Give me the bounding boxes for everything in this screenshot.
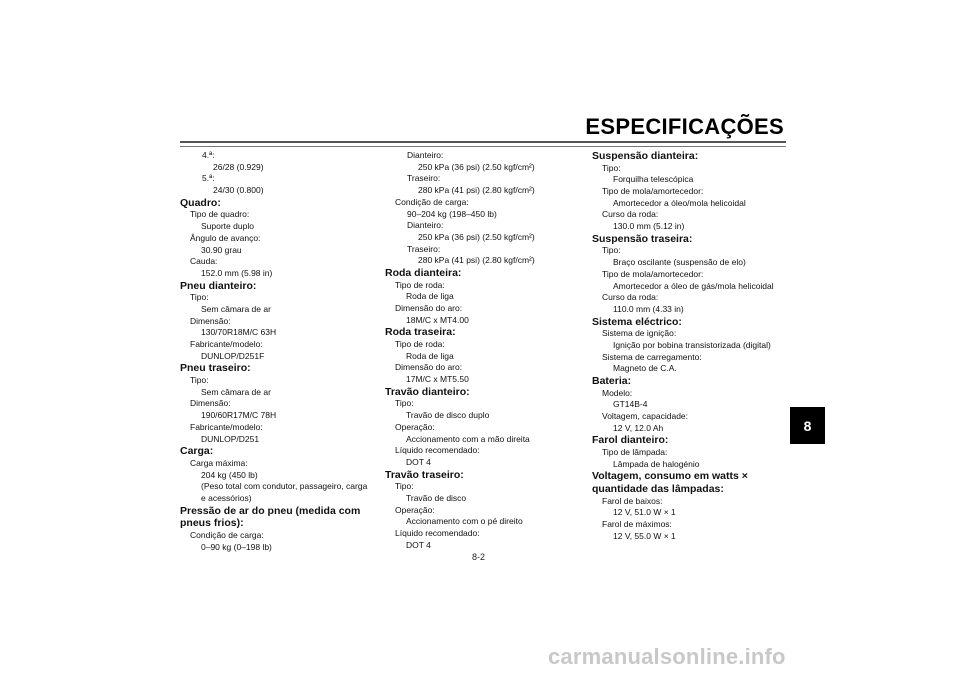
spec-label: Líquido recomendado:: [395, 528, 480, 539]
spec-label: Tipo de lâmpada:: [602, 447, 668, 458]
spec-value: 110.0 mm (4.33 in): [613, 303, 684, 314]
spec-label: Condição de carga:: [395, 196, 469, 207]
spec-label: Tipo:: [602, 162, 621, 173]
spec-label: Modelo:: [602, 387, 633, 398]
section-heading: Travão dianteiro:: [385, 385, 470, 398]
spec-label: Tipo:: [602, 245, 621, 256]
spec-label: Traseiro:: [407, 173, 441, 184]
section-heading: Quadro:: [180, 196, 221, 209]
spec-value: Amortecedor a óleo/mola helicoidal: [613, 197, 746, 208]
spec-label: Fabricante/modelo:: [190, 339, 263, 350]
spec-label: Dimensão:: [190, 315, 231, 326]
spec-value: 30.90 grau: [201, 244, 242, 255]
spec-value: Roda de liga: [406, 291, 454, 302]
spec-value: 280 kPa (41 psi) (2.80 kgf/cm²): [418, 255, 535, 266]
spec-label: Fabricante/modelo:: [190, 421, 263, 432]
spec-label: Cauda:: [190, 256, 218, 267]
spec-label: Traseiro:: [407, 243, 441, 254]
spec-value: Ignição por bobina transistorizada (digital): [613, 339, 771, 350]
spec-label: Operação:: [395, 421, 435, 432]
spec-value: Roda de liga: [406, 350, 454, 361]
section-heading: Suspensão traseira:: [592, 232, 693, 245]
spec-label: Tipo de roda:: [395, 279, 445, 290]
spec-label: Tipo:: [395, 398, 414, 409]
spec-value: Accionamento com o pé direito: [406, 516, 523, 527]
spec-value: Forquilha telescópica: [613, 174, 694, 185]
spec-value: 26/28 (0.929): [213, 161, 264, 172]
spec-value: 250 kPa (36 psi) (2.50 kgf/cm²): [418, 231, 535, 242]
spec-label: Tipo:: [190, 292, 209, 303]
spec-value: GT14B-4: [613, 399, 648, 410]
spec-column-3: [592, 150, 792, 542]
spec-value: 24/30 (0.800): [213, 185, 264, 196]
spec-column-2: [385, 150, 580, 551]
spec-value: Amortecedor a óleo de gás/mola helicoidal: [613, 280, 774, 291]
header-rule-thin: [180, 146, 786, 147]
spec-label: Líquido recomendado:: [395, 445, 480, 456]
section-heading: Sistema eléctrico:: [592, 315, 682, 328]
spec-value: Sem câmara de ar: [201, 386, 271, 397]
spec-value: 280 kPa (41 psi) (2.80 kgf/cm²): [418, 185, 535, 196]
spec-label: Sistema de carregamento:: [602, 351, 702, 362]
section-heading: Roda dianteira:: [385, 267, 462, 280]
page-title: ESPECIFICAÇÕES: [585, 114, 784, 139]
section-heading: Travão traseiro:: [385, 468, 464, 481]
spec-value: 190/60R17M/C 78H: [201, 410, 277, 421]
section-heading: Farol dianteiro:: [592, 434, 669, 447]
spec-value: 152.0 mm (5.98 in): [201, 267, 273, 278]
spec-value: 12 V, 51.0 W × 1: [613, 507, 676, 518]
header-rule: [180, 141, 786, 143]
spec-value: 18M/C x MT4.00: [406, 314, 469, 325]
page-number: 8-2: [472, 552, 486, 562]
section-heading: Pneu traseiro:: [180, 362, 251, 375]
spec-column-1: [180, 150, 370, 553]
spec-value: 17M/C x MT5.50: [406, 374, 469, 385]
spec-label: Dimensão do aro:: [395, 362, 463, 373]
spec-label: Dianteiro:: [407, 150, 444, 160]
spec-label: Voltagem, capacidade:: [602, 411, 689, 422]
spec-value: Accionamento com a mão direita: [406, 433, 530, 444]
spec-value: Travão de disco: [406, 492, 467, 503]
spec-label: 4.ª:: [202, 150, 215, 160]
spec-value: DUNLOP/D251F: [201, 350, 265, 361]
spec-label: Tipo de mola/amortecedor:: [602, 186, 704, 196]
spec-label: Tipo:: [190, 375, 209, 386]
section-heading: Pressão de ar do pneu (medida com pneus frios):: [180, 504, 361, 530]
spec-value: 12 V, 12.0 Ah: [613, 422, 664, 433]
spec-value: 204 kg (450 lb): [201, 469, 258, 480]
spec-value: Lâmpada de halogénio: [613, 458, 700, 469]
spec-value: Sem câmara de ar: [201, 303, 271, 314]
spec-value: Suporte duplo: [201, 221, 254, 232]
spec-label: Dianteiro:: [407, 220, 444, 231]
spec-value: 12 V, 55.0 W × 1: [613, 530, 676, 541]
spec-value: Braço oscilante (suspensão de elo): [613, 257, 746, 268]
spec-label: Farol de baixos:: [602, 495, 663, 506]
spec-label: Operação:: [395, 504, 435, 515]
watermark: carmanualsonline.info: [548, 644, 786, 669]
spec-label: Tipo de mola/amortecedor:: [602, 268, 704, 279]
spec-value: 130.0 mm (5.12 in): [613, 221, 685, 232]
spec-value: 250 kPa (36 psi) (2.50 kgf/cm²): [418, 161, 535, 172]
section-heading: Suspensão dianteira:: [592, 150, 699, 162]
spec-label: Ângulo de avanço:: [190, 232, 261, 243]
spec-label: Dimensão do aro:: [395, 303, 463, 314]
spec-value: 90–204 kg (198–450 lb): [407, 208, 497, 219]
spec-value: Travão de disco duplo: [406, 410, 490, 421]
section-heading: Roda traseira:: [385, 326, 456, 339]
spec-value: Magneto de C.A.: [613, 363, 677, 374]
spec-value: DOT 4: [406, 539, 431, 550]
spec-label: Curso da roda:: [602, 292, 659, 303]
spec-label: Dimensão:: [190, 398, 231, 409]
section-heading: Carga:: [180, 445, 214, 458]
spec-label: Tipo de roda:: [395, 339, 445, 350]
spec-value: 130/70R18M/C 63H: [201, 327, 277, 338]
spec-value: DOT 4: [406, 456, 431, 467]
section-heading: Bateria:: [592, 375, 632, 388]
spec-label: Curso da roda:: [602, 209, 659, 220]
spec-label: Farol de máximos:: [602, 519, 672, 530]
spec-label: Tipo de quadro:: [190, 209, 250, 220]
chapter-tab[interactable]: 8: [790, 407, 825, 444]
spec-value: 0–90 kg (0–198 lb): [201, 541, 272, 552]
spec-label: 5.ª:: [202, 173, 215, 184]
spec-label: Tipo:: [395, 481, 414, 492]
spec-label: Carga máxima:: [190, 457, 248, 468]
spec-label: Condição de carga:: [190, 529, 264, 540]
spec-label: Sistema de ignição:: [602, 328, 677, 339]
spec-note: (Peso total com condutor, passageiro, carga e acessórios): [201, 481, 368, 503]
section-heading: Voltagem, consumo em watts × quantidade das lâmpadas:: [592, 470, 748, 496]
spec-value: DUNLOP/D251: [201, 433, 260, 444]
section-heading: Pneu dianteiro:: [180, 279, 257, 292]
